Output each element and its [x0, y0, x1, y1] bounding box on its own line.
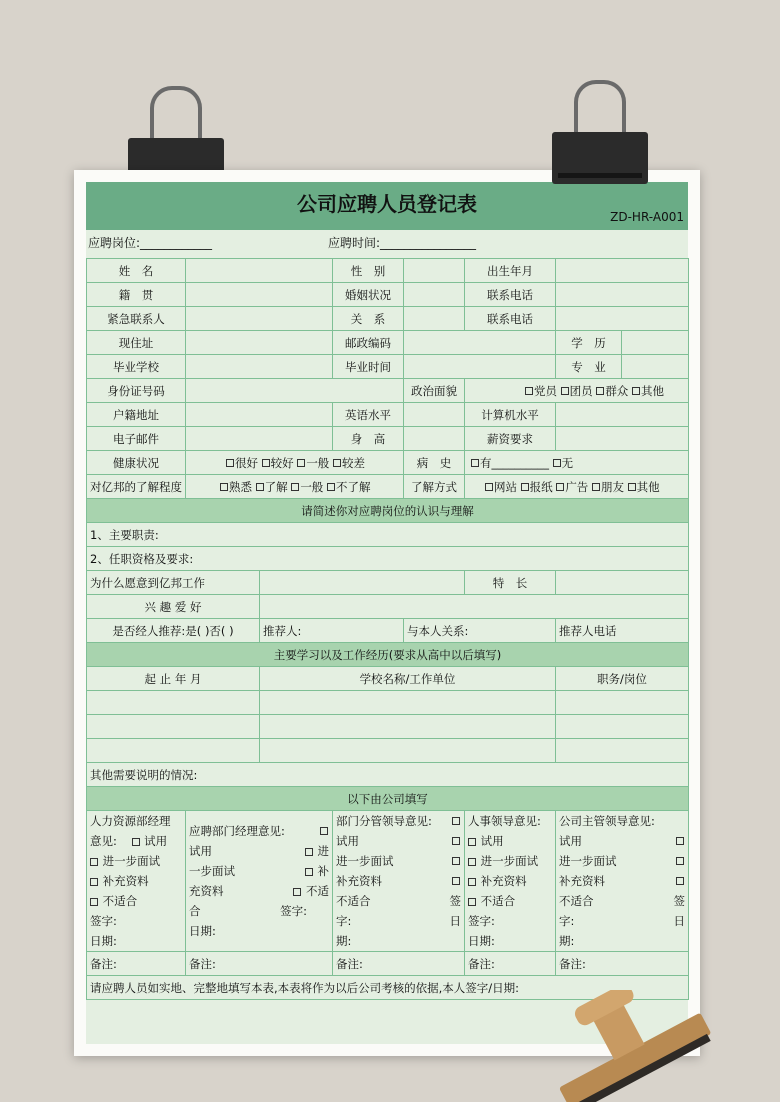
label-marriage: 婚姻状况: [333, 283, 404, 307]
checkbox-way-3[interactable]: [556, 483, 564, 491]
chief-opinion-cell[interactable]: [556, 811, 689, 952]
input-why[interactable]: [260, 571, 465, 595]
table-row: [87, 451, 689, 475]
option-label: 补充资料: [336, 874, 382, 888]
date-label: 期:: [336, 934, 352, 948]
checkbox-branch-further[interactable]: [452, 837, 460, 845]
col-period: 起 止 年 月: [87, 667, 260, 691]
personnel-opinion-cell[interactable]: [465, 811, 556, 952]
duties-field[interactable]: 1、主要职责:: [87, 523, 689, 547]
input-name[interactable]: [186, 259, 333, 283]
time-field[interactable]: 应聘时间:________________: [328, 236, 477, 250]
label-hobby: 兴 趣 爱 好: [87, 595, 260, 619]
checkbox-health-3[interactable]: [297, 459, 305, 467]
date-label: 日: [449, 914, 461, 928]
checkbox-chief-supplement[interactable]: [676, 877, 684, 885]
input-computer[interactable]: [556, 403, 689, 427]
opinion-label: 意见:: [90, 834, 117, 848]
table-row: [87, 547, 689, 571]
table-row: [87, 403, 689, 427]
history-cell[interactable]: [556, 691, 689, 715]
input-phone2[interactable]: [556, 307, 689, 331]
option-label: 一般: [300, 479, 324, 494]
option-label: 试用: [144, 834, 168, 848]
sign-label: 签: [449, 894, 461, 908]
label-english: 英语水平: [333, 403, 404, 427]
checkbox-dept-further[interactable]: [305, 848, 313, 856]
table-row: [87, 595, 689, 619]
table-row: [87, 739, 689, 763]
label-school: 毕业学校: [87, 355, 186, 379]
label-phone2: 联系电话: [465, 307, 556, 331]
option-label: 较好: [270, 455, 294, 470]
table-row: [87, 523, 689, 547]
input-hukou[interactable]: [186, 403, 333, 427]
hr-title: 人力资源部经理: [90, 814, 171, 828]
option-label: 有__________: [480, 455, 549, 470]
checkbox-other[interactable]: [632, 387, 640, 395]
table-row: [87, 811, 689, 952]
history-cell[interactable]: [260, 715, 556, 739]
checkbox-health-2[interactable]: [262, 459, 270, 467]
option-label: 补充资料: [102, 874, 149, 888]
history-cell[interactable]: [87, 691, 260, 715]
label-illness: 病 史: [404, 451, 465, 475]
checkbox-personnel-unsuitable[interactable]: [468, 898, 476, 906]
input-specialty[interactable]: [556, 571, 689, 595]
label-referral[interactable]: 是否经人推荐:是( )否( ): [87, 619, 260, 643]
label-salary: 薪资要求: [465, 427, 556, 451]
label-gender: 性 别: [333, 259, 404, 283]
option-label: 网站: [494, 479, 517, 494]
sign-label: 字:: [559, 914, 575, 928]
option-label: 广告: [565, 479, 589, 494]
checkbox-illness-yes[interactable]: [471, 459, 479, 467]
option-label: 充资料: [189, 884, 224, 898]
input-relation[interactable]: [404, 307, 465, 331]
remark-branch[interactable]: 备注:: [333, 952, 465, 976]
label-origin: 籍 贯: [87, 283, 186, 307]
checkbox-dept-unsuitable[interactable]: [293, 888, 301, 896]
input-gender[interactable]: [404, 259, 465, 283]
label-name: 姓 名: [87, 259, 186, 283]
label-emergency: 紧急联系人: [87, 307, 186, 331]
qualification-field[interactable]: 2、任职资格及要求:: [87, 547, 689, 571]
option-label: 不了解: [335, 479, 371, 494]
label-why: 为什么愿意到亿邦工作: [87, 571, 260, 595]
input-postcode[interactable]: [404, 331, 556, 355]
option-label: 进: [317, 844, 329, 858]
label-height: 身 高: [333, 427, 404, 451]
option-label: 进一步面试: [559, 854, 617, 868]
checkbox-know-3[interactable]: [291, 483, 299, 491]
checkbox-hr-further[interactable]: [90, 858, 98, 866]
table-row: [87, 763, 689, 787]
footer-declaration[interactable]: 请应聘人员如实地、完整地填写本表,本表将作为以后公司考核的依据,本人签字/日期:: [87, 976, 689, 1000]
section-history: 主要学习以及工作经历(要求从高中以后填写): [87, 643, 689, 667]
option-label: 一步面试: [189, 864, 235, 878]
input-education[interactable]: [622, 331, 689, 355]
sign-label: 签字:: [468, 914, 495, 928]
form-sheet: [86, 182, 688, 1044]
checkbox-know-4[interactable]: [327, 483, 335, 491]
politics-options: [465, 379, 689, 403]
hr-opinion-cell[interactable]: [87, 811, 186, 952]
checkbox-health-1[interactable]: [226, 459, 234, 467]
checkbox-way-5[interactable]: [628, 483, 636, 491]
label-grad-time: 毕业时间: [333, 355, 404, 379]
sign-label: 字:: [336, 914, 352, 928]
option-label: 团员: [569, 383, 593, 398]
form-title: 公司应聘人员登记表: [297, 192, 477, 216]
label-major: 专 业: [556, 355, 622, 379]
table-row: [87, 715, 689, 739]
table-row: [87, 475, 689, 499]
option-label: 较差: [341, 455, 365, 470]
option-label: 党员: [534, 383, 557, 398]
branch-opinion-cell[interactable]: [333, 811, 465, 952]
remark-dept[interactable]: 备注:: [186, 952, 333, 976]
option-label: 朋友: [600, 479, 624, 494]
input-english[interactable]: [404, 403, 465, 427]
input-emergency[interactable]: [186, 307, 333, 331]
registration-table: [86, 258, 689, 1000]
sign-label: 签字:: [90, 914, 117, 928]
checkbox-dept-trial[interactable]: [320, 827, 328, 835]
checkbox-dept-supplement[interactable]: [305, 868, 313, 876]
section-company: 以下由公司填写: [87, 787, 689, 811]
checkbox-way-1[interactable]: [485, 483, 493, 491]
know-way-options: [465, 475, 689, 499]
label-referrer[interactable]: 推荐人:: [260, 619, 404, 643]
other-notes-field[interactable]: 其他需要说明的情况:: [87, 763, 689, 787]
checkbox-hr-trial[interactable]: [132, 838, 140, 846]
option-label: 无: [561, 455, 574, 470]
form-code: ZD-HR-A001: [610, 210, 684, 224]
sign-label: 签字:: [280, 904, 307, 918]
binder-clip-right: [552, 80, 648, 190]
option-label: 不适: [306, 884, 329, 898]
date-label: 日: [673, 914, 685, 928]
option-label: 不适合: [336, 894, 371, 908]
option-label: 试用: [559, 834, 582, 848]
option-label: 合: [189, 904, 201, 918]
col-position: 职务/岗位: [556, 667, 689, 691]
checkbox-league[interactable]: [561, 387, 569, 395]
date-label: 日期:: [189, 924, 216, 938]
label-hukou: 户籍地址: [87, 403, 186, 427]
option-label: 补充资料: [559, 874, 605, 888]
checkbox-branch-trial[interactable]: [452, 817, 460, 825]
option-label: 群众: [605, 383, 629, 398]
table-row: [87, 667, 689, 691]
option-label: 不适合: [480, 894, 516, 908]
checkbox-know-1[interactable]: [220, 483, 228, 491]
date-label: 日期:: [468, 934, 495, 948]
label-know-company: 对亿邦的了解程度: [87, 475, 186, 499]
option-label: 试用: [336, 834, 359, 848]
table-row: [87, 307, 689, 331]
input-major[interactable]: [622, 355, 689, 379]
form-paper: [74, 170, 700, 1056]
option-label: 试用: [480, 834, 504, 848]
option-label: 进一步面试: [102, 854, 161, 868]
dept-title: 应聘部门经理意见:: [189, 824, 285, 838]
option-label: 了解: [264, 479, 288, 494]
checkbox-chief-trial[interactable]: [676, 837, 684, 845]
input-id[interactable]: [186, 379, 404, 403]
col-school: 学校名称/工作单位: [260, 667, 556, 691]
option-label: 很好: [235, 455, 258, 470]
input-email[interactable]: [186, 427, 333, 451]
input-phone[interactable]: [556, 283, 689, 307]
personnel-title: 人事领导意见:: [468, 814, 541, 828]
table-row: [87, 499, 689, 523]
table-row: [87, 619, 689, 643]
label-education: 学 历: [556, 331, 622, 355]
label-know-way: 了解方式: [404, 475, 465, 499]
option-label: 一般: [306, 455, 330, 470]
label-health: 健康状况: [87, 451, 186, 475]
input-grad-time[interactable]: [404, 355, 556, 379]
know-level-options: [186, 475, 404, 499]
option-label: 其他: [636, 479, 660, 494]
history-cell[interactable]: [260, 739, 556, 763]
chief-title: 公司主管领导意见:: [559, 814, 655, 828]
checkbox-branch-unsuitable[interactable]: [452, 877, 460, 885]
date-label: 期:: [559, 934, 575, 948]
input-hobby[interactable]: [260, 595, 689, 619]
table-row: [87, 691, 689, 715]
checkbox-hr-supplement[interactable]: [90, 878, 98, 886]
position-field[interactable]: 应聘岗位:____________: [88, 236, 213, 250]
checkbox-personnel-supplement[interactable]: [468, 878, 476, 886]
section-understanding: 请简述你对应聘岗位的认识与理解: [87, 499, 689, 523]
dept-opinion-cell[interactable]: [186, 811, 333, 952]
label-computer: 计算机水平: [465, 403, 556, 427]
table-row: [87, 952, 689, 976]
checkbox-way-4[interactable]: [592, 483, 600, 491]
remark-personnel[interactable]: 备注:: [465, 952, 556, 976]
option-label: 补充资料: [480, 874, 527, 888]
sign-label: 签: [673, 894, 685, 908]
stamp-icon: [548, 990, 718, 1102]
label-specialty: 特 长: [465, 571, 556, 595]
table-row: [87, 283, 689, 307]
checkbox-health-4[interactable]: [333, 459, 341, 467]
label-address: 现住址: [87, 331, 186, 355]
table-row: [87, 355, 689, 379]
checkbox-personnel-further[interactable]: [468, 858, 476, 866]
checkbox-illness-no[interactable]: [553, 459, 561, 467]
label-email: 电子邮件: [87, 427, 186, 451]
table-row: [87, 331, 689, 355]
input-birth[interactable]: [556, 259, 689, 283]
option-label: 试用: [189, 844, 212, 858]
health-options: [186, 451, 404, 475]
option-label: 熟悉: [229, 479, 252, 494]
option-label: 进一步面试: [480, 854, 539, 868]
input-marriage[interactable]: [404, 283, 465, 307]
table-row: [87, 571, 689, 595]
illness-options: [465, 451, 689, 475]
option-label: 不适合: [559, 894, 594, 908]
checkbox-party[interactable]: [525, 387, 533, 395]
label-referrer-relation[interactable]: 与本人关系:: [404, 619, 556, 643]
history-cell[interactable]: [87, 739, 260, 763]
option-label: 其他: [640, 383, 664, 398]
remark-chief[interactable]: 备注:: [556, 952, 689, 976]
history-cell[interactable]: [87, 715, 260, 739]
table-row: [87, 259, 689, 283]
label-referrer-phone[interactable]: 推荐人电话: [556, 619, 689, 643]
input-height[interactable]: [404, 427, 465, 451]
branch-title: 部门分管领导意见:: [336, 814, 432, 828]
table-row: [87, 379, 689, 403]
label-relation: 关 系: [333, 307, 404, 331]
checkbox-branch-supplement[interactable]: [452, 857, 460, 865]
checkbox-know-2[interactable]: [256, 483, 264, 491]
option-label: 进一步面试: [336, 854, 394, 868]
history-cell[interactable]: [260, 691, 556, 715]
checkbox-way-2[interactable]: [521, 483, 529, 491]
checkbox-hr-unsuitable[interactable]: [90, 898, 98, 906]
checkbox-chief-further[interactable]: [676, 857, 684, 865]
table-row: [87, 787, 689, 811]
table-row: [87, 427, 689, 451]
label-postcode: 邮政编码: [333, 331, 404, 355]
label-id: 身份证号码: [87, 379, 186, 403]
label-politics: 政治面貌: [404, 379, 465, 403]
history-cell[interactable]: [556, 715, 689, 739]
input-salary[interactable]: [556, 427, 689, 451]
input-school[interactable]: [186, 355, 333, 379]
option-label: 不适合: [102, 894, 138, 908]
checkbox-personnel-trial[interactable]: [468, 838, 476, 846]
label-birth: 出生年月: [465, 259, 556, 283]
checkbox-masses[interactable]: [596, 387, 604, 395]
option-label: 补: [317, 864, 329, 878]
input-address[interactable]: [186, 331, 333, 355]
history-cell[interactable]: [556, 739, 689, 763]
option-label: 报纸: [529, 479, 553, 494]
label-phone: 联系电话: [465, 283, 556, 307]
table-row: [87, 643, 689, 667]
remark-hr[interactable]: 备注:: [87, 952, 186, 976]
input-origin[interactable]: [186, 283, 333, 307]
date-label: 日期:: [90, 934, 117, 948]
